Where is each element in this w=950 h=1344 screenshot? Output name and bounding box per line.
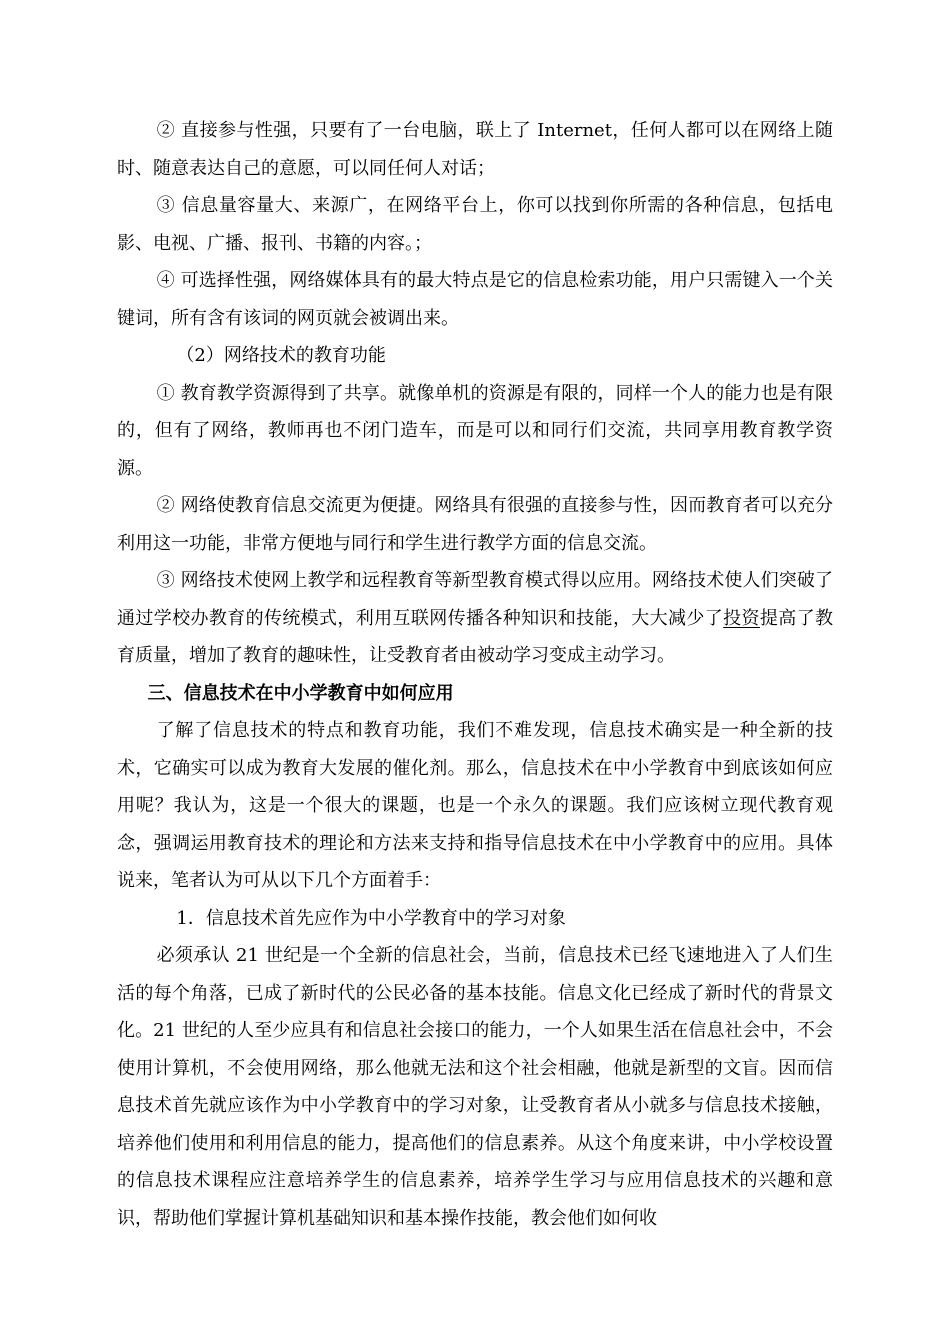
subheading-education-function: （2）网络技术的教育功能 [176, 345, 386, 366]
paragraph-resource-sharing: ① 教育教学资源得到了共享。就像单机的资源是有限的，同样一个人的能力也是有限的，但有了网络，教师再也不闭门造车，而是可以和同行们交流，共同享用教育教学资源。 [117, 382, 833, 479]
paragraph-information-volume: ③ 信息量容量大、来源广，在网络平台上，你可以找到你所需的各种信息，包括电影、电视、广播、报刊、书籍的内容。； [117, 195, 833, 254]
paragraph-selectivity: ④ 可选择性强，网络媒体具有的最大特点是它的信息检索功能，用户只需键入一个关键词，所有含有该词的网页就会被调出来。 [117, 270, 833, 329]
underlined-term-investment: 投资 [723, 607, 760, 629]
document-body [117, 112, 833, 1237]
section-heading-3: 三、信息技术在中小学教育中如何应用 [147, 682, 454, 704]
paragraph-application-intro: 了解了信息技术的特点和教育功能，我们不难发现，信息技术确实是一种全新的技术，它确实可以成为教育大发展的催化剂。那么，信息技术在中小学教育中到底该如何应用呢？我认为，这是一个很大的课题，也是一个永久的课题。我们应该树立现代教育观念，强调运用教育技术的理论和方法来支持和指导信息技术在中小学教育中的应用。具体说来，笔者认为可从以下几个方面着手： [117, 720, 833, 891]
paragraph-information-society: 必须承认 21 世纪是一个全新的信息社会，当前，信息技术已经飞速地进入了人们生活的每个角落，已成了新时代的公民必备的基本技能。信息文化已经成了新时代的背景文化。21 世纪的人至少应具有和信息社会接口的能力，一个人如果生活在信息社会中，不会使用计算机，不会使用网络，那么他就无法和这个社会相融，他就是新型的文盲。因而信息技术首先就应该作为中小学教育中的学习对象，让受教育者从小就多与信息技术接触，培养他们使用和利用信息的能力，提高他们的信息素养。从这个角度来讲，中小学校设置的信息技术课程应注意培养学生的信息素养，培养学生学习与应用信息技术的兴趣和意识，帮助他们掌握计算机基础知识和基本操作技能，教会他们如何收 [117, 945, 833, 1229]
paragraph-new-teaching-modes-part1: ③ 网络技术使网上教学和远程教育等新型教育模式得以应用。网络技术使人们突破了通过学校办教育的传统模式，利用互联网传播各种知识和技能，大大减少了 [117, 570, 833, 629]
paragraph-communication: ② 网络使教育信息交流更为便捷。网络具有很强的直接参与性，因而教育者可以充分利用这一功能，非常方便地与同行和学生进行教学方面的信息交流。 [117, 495, 833, 554]
paragraph-direct-participation: ② 直接参与性强，只要有了一台电脑，联上了 Internet，任何人都可以在网络上随时、随意表达自己的意愿，可以同任何人对话； [117, 120, 833, 179]
subheading-learning-object: 1．信息技术首先应作为中小学教育中的学习对象 [176, 907, 566, 929]
paragraph-new-teaching-modes-part2: 提高了教育质量，增加了教育的趣味性，让受教育者由被动学习变成主动学习。 [117, 607, 834, 666]
paragraph-new-teaching-modes [117, 562, 833, 675]
